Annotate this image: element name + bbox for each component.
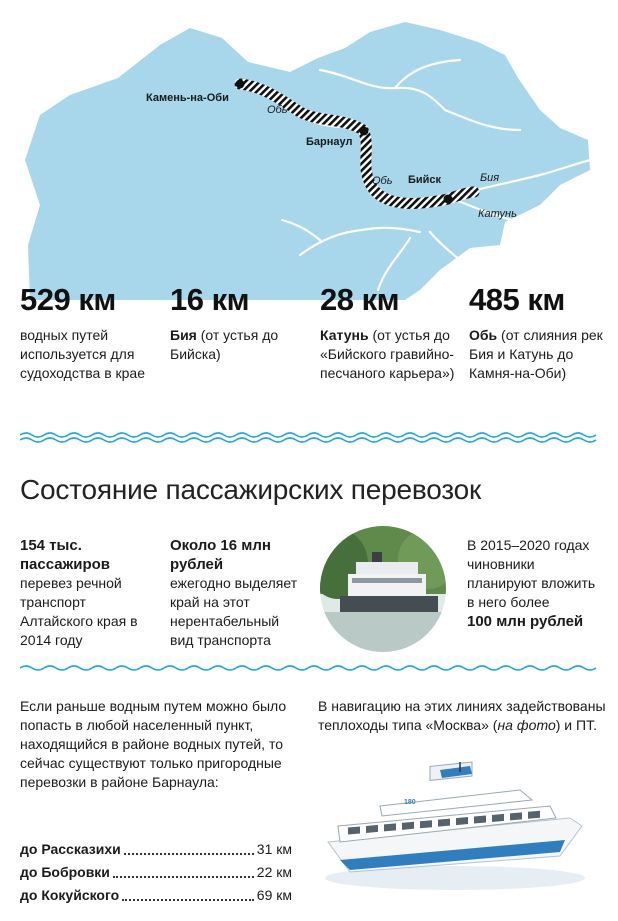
stat-value: 485 км [469,282,565,317]
city-label-biysk: Бийск [408,174,442,186]
city-dot-kamen [236,80,245,89]
route-name: до Кокуйского [20,887,120,903]
ships-text-italic: на фото [497,717,556,733]
river-label-ob-lower: Обь [372,175,393,187]
stat-river-name: Бия [170,327,197,343]
wave-divider [20,664,598,672]
fact-text: перевез речной транспорт Алтайского края в 2014 году [20,575,138,648]
boat-photo [318,524,448,654]
stat-desc: (от устья до Бийска) [170,327,279,362]
route-distance: 69 км [256,887,292,903]
route-name: до Рассказихи [20,841,121,857]
ships-text-2: ) и ПТ. [555,717,597,733]
stat-river-name: Катунь [320,327,369,343]
route-item [20,861,292,884]
river-label-katun: Катунь [478,208,517,220]
stat-value: 16 км [170,282,250,317]
stat-value: 28 км [320,282,400,317]
region-shape [25,22,590,300]
stat-text [320,326,460,383]
route-name: до Бобровки [20,864,110,880]
fact-title: 154 тыс. пассажиров [20,537,111,573]
ships-text [318,697,608,735]
stat-biya [170,282,310,364]
stat-text [170,326,310,364]
suburban-text: Если раньше водным путем можно было попасть в любой населенный пункт, находящийся в районе водных путей, то сейчас существуют только пригородные перевозки в районе Барнаула: [20,698,287,790]
fact-title: Около 16 млн рублей [170,537,271,573]
stat-desc: (от слияния рек Бия и Катунь до Камня-на-Оби) [469,327,603,381]
ship-number: 180 [404,799,416,806]
river-label-biya: Бия [480,172,500,184]
route-item [20,884,292,907]
ships-text-1: В навигацию на этих линиях задействованы теплоходы типа «Москва» ( [318,698,606,733]
city-dot-biysk [444,195,453,204]
route-distance: 31 км [256,841,292,857]
fact-subsidy [170,536,305,650]
route-distance: 22 км [256,864,292,880]
stat-katun [320,282,460,383]
routes-list [20,838,292,907]
stat-desc: (от устья до «Бийского гравийно-песчаного карьера») [320,327,455,381]
river-label-ob-upper: Обь [267,104,288,116]
stat-text [469,326,609,383]
stat-river-name: Обь [469,327,498,343]
city-label-kamen: Камень-на-Оби [146,92,229,104]
stat-ob [469,282,609,383]
city-label-barnaul: Барнаул [306,136,353,148]
fact-text: ежегодно выделяет край на этот нерентабельный вид транспорта [170,575,298,648]
stat-total [20,282,160,383]
wave-divider [20,430,598,444]
moskva-ship-photo [320,760,590,895]
route-item [20,838,292,861]
city-dot-barnaul [360,127,369,136]
fact-invest [467,536,602,631]
stat-value: 529 км [20,282,116,317]
fact-passengers [20,536,155,650]
region-map [0,0,618,300]
fact-text: В 2015–2020 годах чиновники планируют вложить в него более [467,537,596,610]
fact-title: 100 млн рублей [467,613,584,630]
section-heading: Состояние пассажирских перевозок [20,474,482,505]
stat-text: водных путей используется для судоходства в крае [20,327,146,381]
